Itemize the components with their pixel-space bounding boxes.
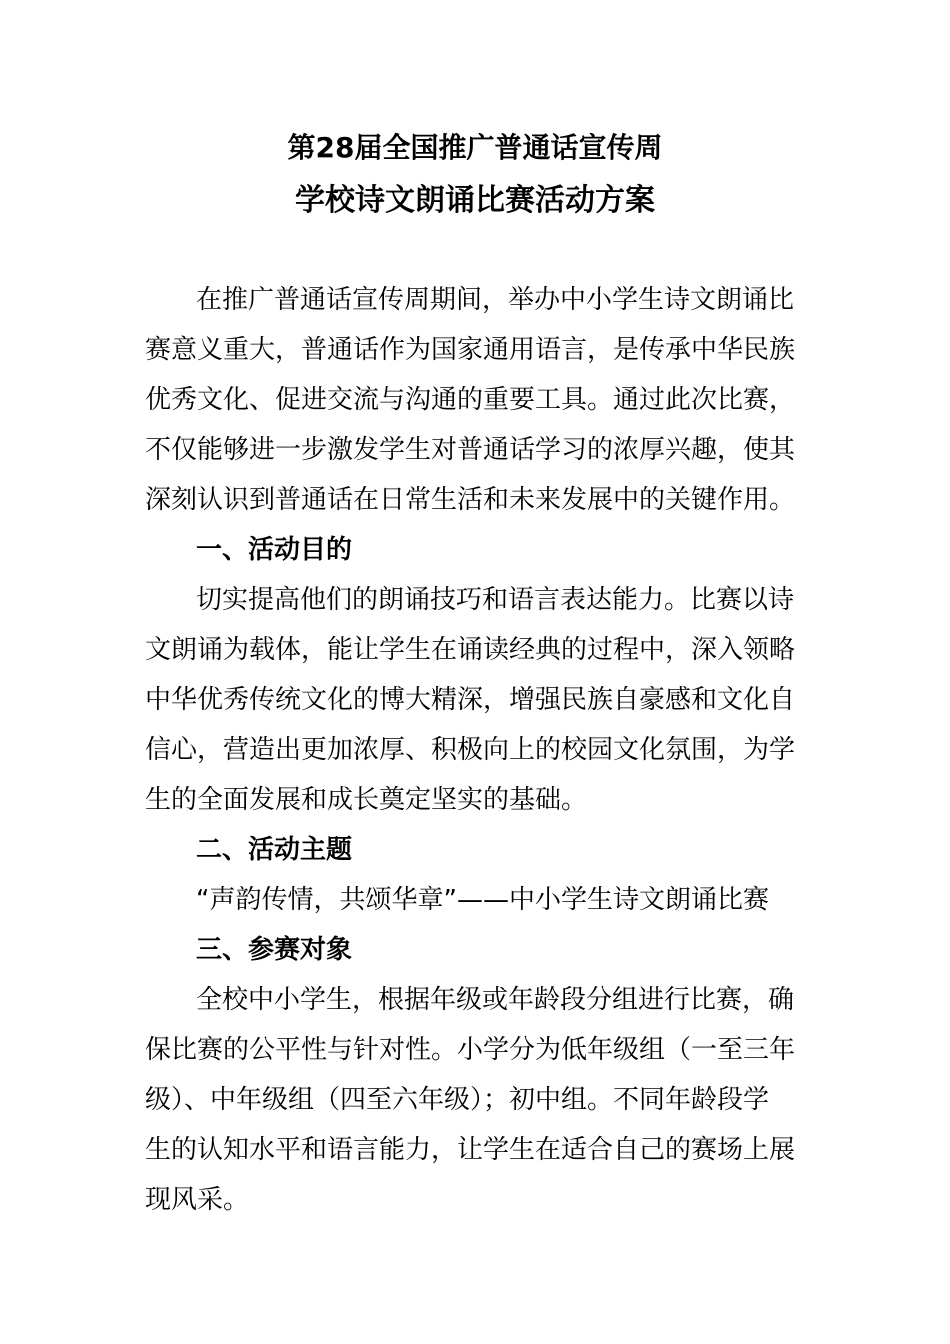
purpose-line: 中华优秀传统文化的博大精深，增强民族自豪感和文化自 (145, 685, 796, 715)
participants-line: 全校中小学生，根据年级或年龄段分组进行比赛，确 (196, 985, 795, 1015)
intro-line: 不仅能够进一步激发学生对普通话学习的浓厚兴趣，使其 (145, 435, 796, 465)
intro-line: 深刻认识到普通话在日常生活和未来发展中的关键作用。 (145, 485, 796, 515)
intro-line: 赛意义重大，普通话作为国家通用语言，是传承中华民族 (145, 335, 796, 365)
document-title-line-2: 学校诗文朗诵比赛活动方案 (295, 183, 655, 218)
participants-line: 保比赛的公平性与针对性。小学分为低年级组（一至三年 (145, 1035, 796, 1065)
section-heading-participants: 三、参赛对象 (196, 935, 353, 965)
purpose-line: 生的全面发展和成长奠定坚实的基础。 (145, 785, 588, 815)
section-heading-theme: 二、活动主题 (196, 835, 353, 865)
intro-line: 在推广普通话宣传周期间，举办中小学生诗文朗诵比 (196, 285, 795, 315)
purpose-line: 切实提高他们的朗诵技巧和语言表达能力。比赛以诗 (196, 585, 795, 615)
intro-line: 优秀文化、促进交流与沟通的重要工具。通过此次比赛， (145, 385, 796, 415)
purpose-line: 信心，营造出更加浓厚、积极向上的校园文化氛围，为学 (145, 735, 796, 765)
participants-line: 级）、中年级组（四至六年级）；初中组。不同年龄段学 (145, 1085, 770, 1115)
participants-line: 生的认知水平和语言能力，让学生在适合自己的赛场上展 (145, 1135, 796, 1165)
document-title-line-1: 第28届全国推广普通话宣传周 (287, 131, 663, 164)
purpose-line: 文朗诵为载体，能让学生在诵读经典的过程中，深入领略 (145, 635, 796, 665)
section-heading-purpose: 一、活动目的 (196, 535, 353, 565)
theme-line: “声韵传情，共颂华章”——中小学生诗文朗诵比赛 (196, 885, 769, 915)
participants-line: 现风采。 (145, 1185, 250, 1215)
